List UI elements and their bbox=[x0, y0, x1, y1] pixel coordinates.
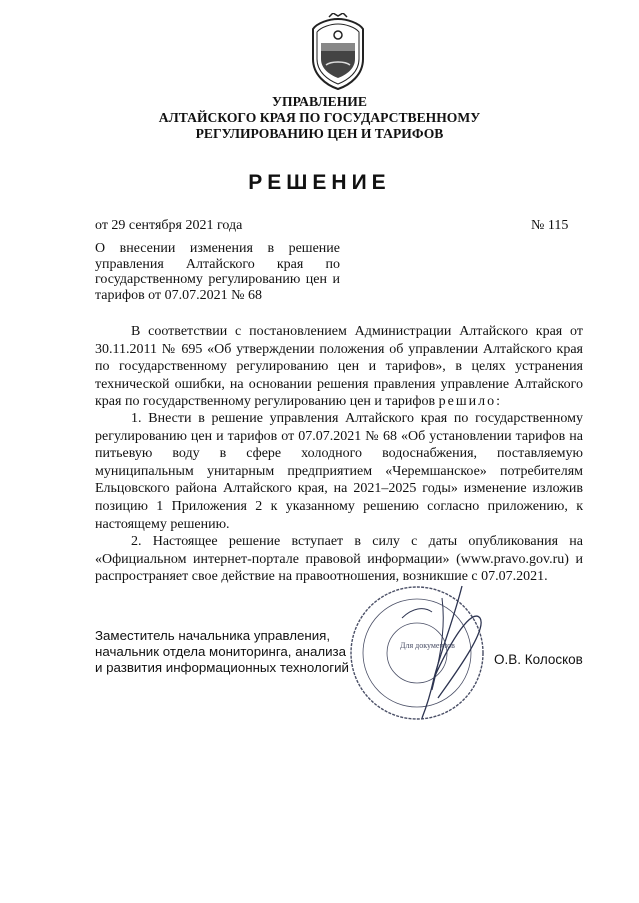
org-title-line3: РЕГУЛИРОВАНИЮ ЦЕН И ТАРИФОВ bbox=[195, 126, 444, 141]
signatory-title-line2: начальник отдела мониторинга, анализа bbox=[95, 644, 347, 659]
document-number: № 115 bbox=[531, 218, 569, 233]
resolved-word: решило: bbox=[438, 394, 502, 410]
document-subject: О внесении изменения в решение управления Алтайского края по государственному регулированию цен и тарифов от 07.07.2021 № 68 bbox=[95, 241, 340, 303]
signatory-title-line1: Заместитель начальника управления, bbox=[95, 628, 331, 643]
signatory-title-line3: и развития информационных технологий bbox=[95, 660, 349, 675]
signature-block bbox=[95, 628, 365, 676]
paragraph-item-1: 1. Внести в решение управления Алтайского края по государственному регулированию цен и тарифов от 07.07.2021 № 68 «Об установлении тарифов на питьевую воду в сфере холодного водоснабжения, поставляемую муниципальным унитарным предприятием «Черемшанское» потребителям Ельцовского района Алтайского края, на 2021–2025 годы» изменение изложив позицию 1 Приложения 2 к указанному решению согласно приложению, к настоящему решению. bbox=[95, 411, 583, 532]
org-title-line2: АЛТАЙСКОГО КРАЯ ПО ГОСУДАРСТВЕННОМУ bbox=[158, 110, 481, 125]
document-title: РЕШЕНИЕ bbox=[248, 171, 391, 194]
handwritten-signature bbox=[422, 586, 481, 718]
document-date: от 29 сентября 2021 года bbox=[95, 218, 243, 233]
paragraph-item-2: 2. Настоящее решение вступает в силу с даты опубликования на «Официальном интернет-портале правовой информации» (www.pravo.gov.ru) и распространяет свое действие на правоотношения, возникшие с 07.07.2021. bbox=[95, 534, 583, 585]
preamble-text: В соответствии с постановлением Администрации Алтайского края от 30.11.2011 № 695 «Об утверждении положения об управлении Алтайского края по государственному регулированию цен и тарифов», в целях устранения технической ошибки, на основании решения правления управление Алтайского края по государственному регулированию цен и тарифов bbox=[95, 324, 583, 410]
org-title-line1: УПРАВЛЕНИЕ bbox=[272, 94, 367, 109]
signatory-name: О.В. Колосков bbox=[494, 652, 583, 667]
stamp-label: Для документов bbox=[400, 641, 455, 650]
paragraph-preamble bbox=[95, 323, 583, 411]
coat-of-arms-emblem bbox=[307, 13, 369, 91]
